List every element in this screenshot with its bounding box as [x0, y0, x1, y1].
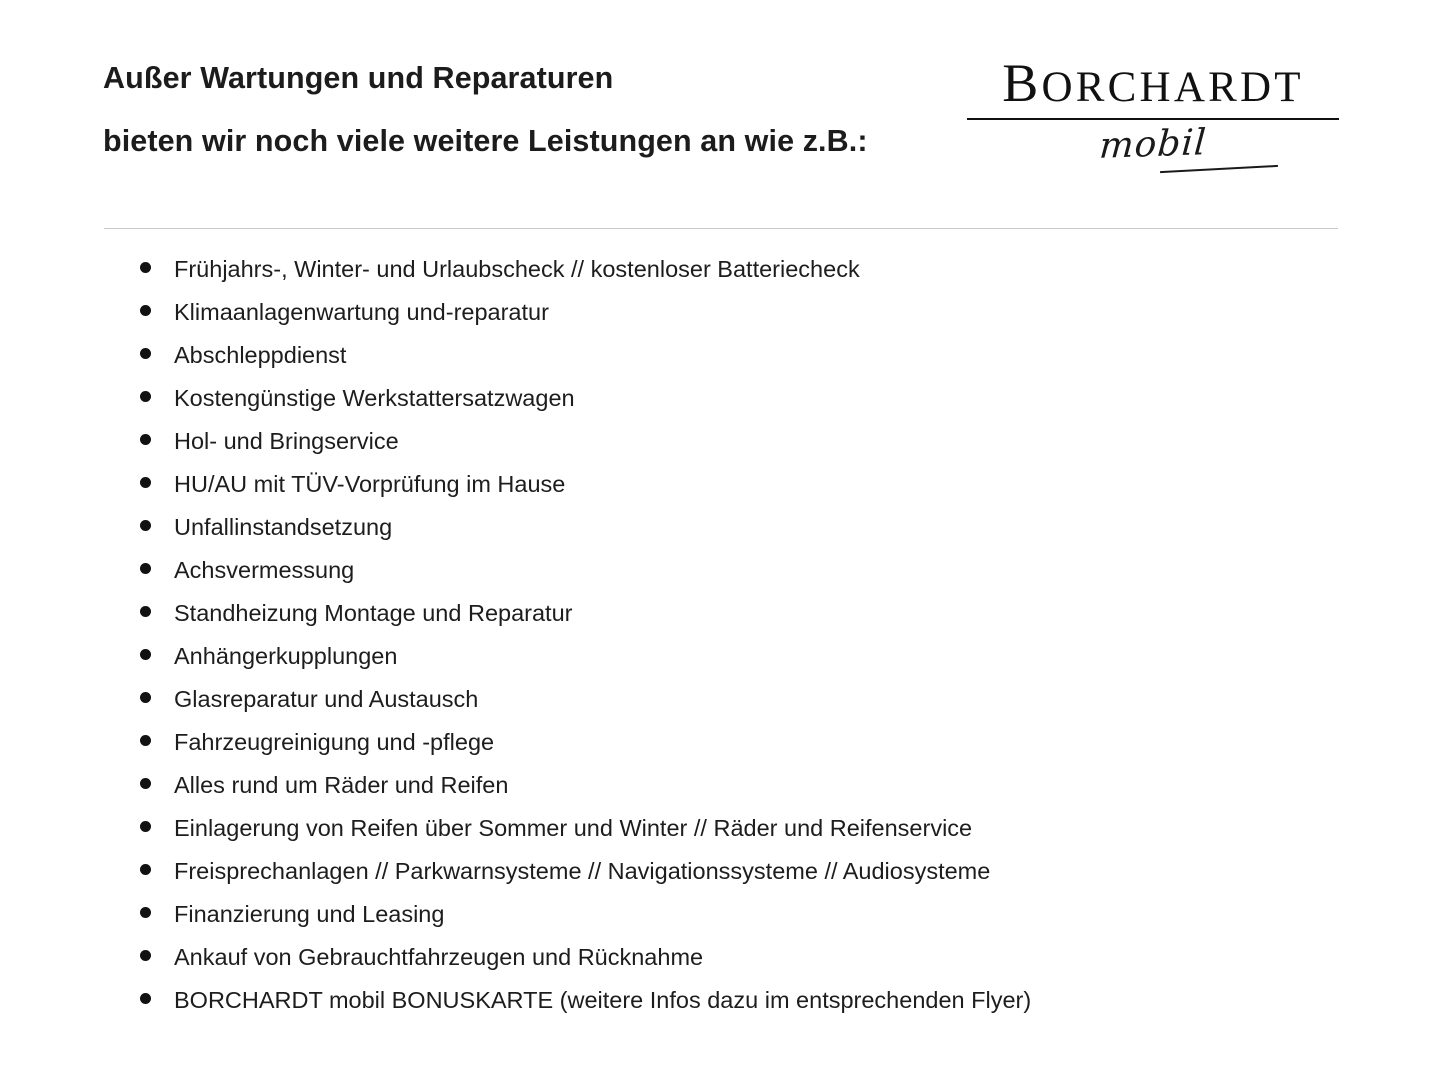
list-item	[140, 602, 1410, 645]
list-item-label: Einlagerung von Reifen über Sommer und Winter // Räder und Reifenservice	[174, 815, 973, 841]
page-title	[103, 58, 868, 162]
list-item	[140, 473, 1410, 516]
headline-line-2: bieten wir noch viele weitere Leistungen an wie z.B.:	[103, 124, 868, 159]
borchardt-mobil-logo	[967, 53, 1339, 181]
list-item	[140, 387, 1410, 430]
bullet-icon	[140, 477, 151, 488]
bullet-icon	[140, 950, 151, 961]
list-item	[140, 301, 1410, 344]
list-item-label: Fahrzeugreinigung und -pflege	[174, 729, 495, 755]
list-item-label: Glasreparatur und Austausch	[174, 686, 479, 712]
list-item	[140, 774, 1410, 817]
list-item-label: Freisprechanlagen // Parkwarnsysteme // Navigationssysteme // Audiosysteme	[174, 858, 991, 884]
header-divider	[104, 228, 1338, 229]
bullet-icon	[140, 864, 151, 875]
bullet-icon	[140, 649, 151, 660]
list-item-label: Kostengünstige Werkstattersatzwagen	[174, 385, 575, 411]
list-item-label: Abschleppdienst	[174, 342, 347, 368]
bullet-icon	[140, 606, 151, 617]
list-item	[140, 559, 1410, 602]
bullet-icon	[140, 348, 151, 359]
list-item	[140, 430, 1410, 473]
list-item	[140, 516, 1410, 559]
headline-line-1: Außer Wartungen und Reparaturen	[103, 61, 614, 95]
list-item-label: Anhängerkupplungen	[174, 643, 398, 669]
list-item	[140, 817, 1410, 860]
list-item-label: Alles rund um Räder und Reifen	[174, 772, 509, 798]
list-item-label: Unfallinstandsetzung	[174, 514, 393, 540]
list-item	[140, 731, 1410, 774]
list-item	[140, 903, 1410, 946]
bullet-icon	[140, 305, 151, 316]
list-item-label: Achsvermessung	[174, 557, 355, 583]
list-item	[140, 344, 1410, 387]
bullet-icon	[140, 821, 151, 832]
bullet-icon	[140, 563, 151, 574]
bullet-icon	[140, 692, 151, 703]
bullet-icon	[140, 735, 151, 746]
bullet-icon	[140, 391, 151, 402]
logo-subtext: mobil	[1097, 122, 1209, 167]
list-item-label: BORCHARDT mobil BONUSKARTE (weitere Infos dazu im entsprechenden Flyer)	[174, 987, 1032, 1013]
bullet-icon	[140, 434, 151, 445]
list-item-label: Hol- und Bringservice	[174, 428, 399, 454]
list-item	[140, 989, 1410, 1032]
list-item-label: Finanzierung und Leasing	[174, 901, 445, 927]
list-item	[140, 645, 1410, 688]
logo-subtext-underline	[1160, 165, 1278, 173]
slide-header	[103, 53, 1339, 181]
list-item-label: Frühjahrs-, Winter- und Urlaubscheck // kostenloser Batteriecheck	[174, 256, 860, 282]
list-item-label: Ankauf von Gebrauchtfahrzeugen und Rücknahme	[174, 944, 704, 970]
list-item	[140, 946, 1410, 989]
bullet-icon	[140, 262, 151, 273]
list-item-label: HU/AU mit TÜV-Vorprüfung im Hause	[174, 471, 566, 497]
bullet-icon	[140, 520, 151, 531]
bullet-icon	[140, 993, 151, 1004]
bullet-icon	[140, 778, 151, 789]
bullet-icon	[140, 907, 151, 918]
list-item-label: Standheizung Montage und Reparatur	[174, 600, 573, 626]
list-item	[140, 688, 1410, 731]
list-item	[140, 258, 1410, 301]
services-list	[140, 258, 1410, 1032]
logo-wordmark: BORCHARDT	[1002, 53, 1304, 113]
list-item-label: Klimaanlagenwartung und-reparatur	[174, 299, 549, 325]
logo-rule	[967, 118, 1339, 120]
list-item	[140, 860, 1410, 903]
